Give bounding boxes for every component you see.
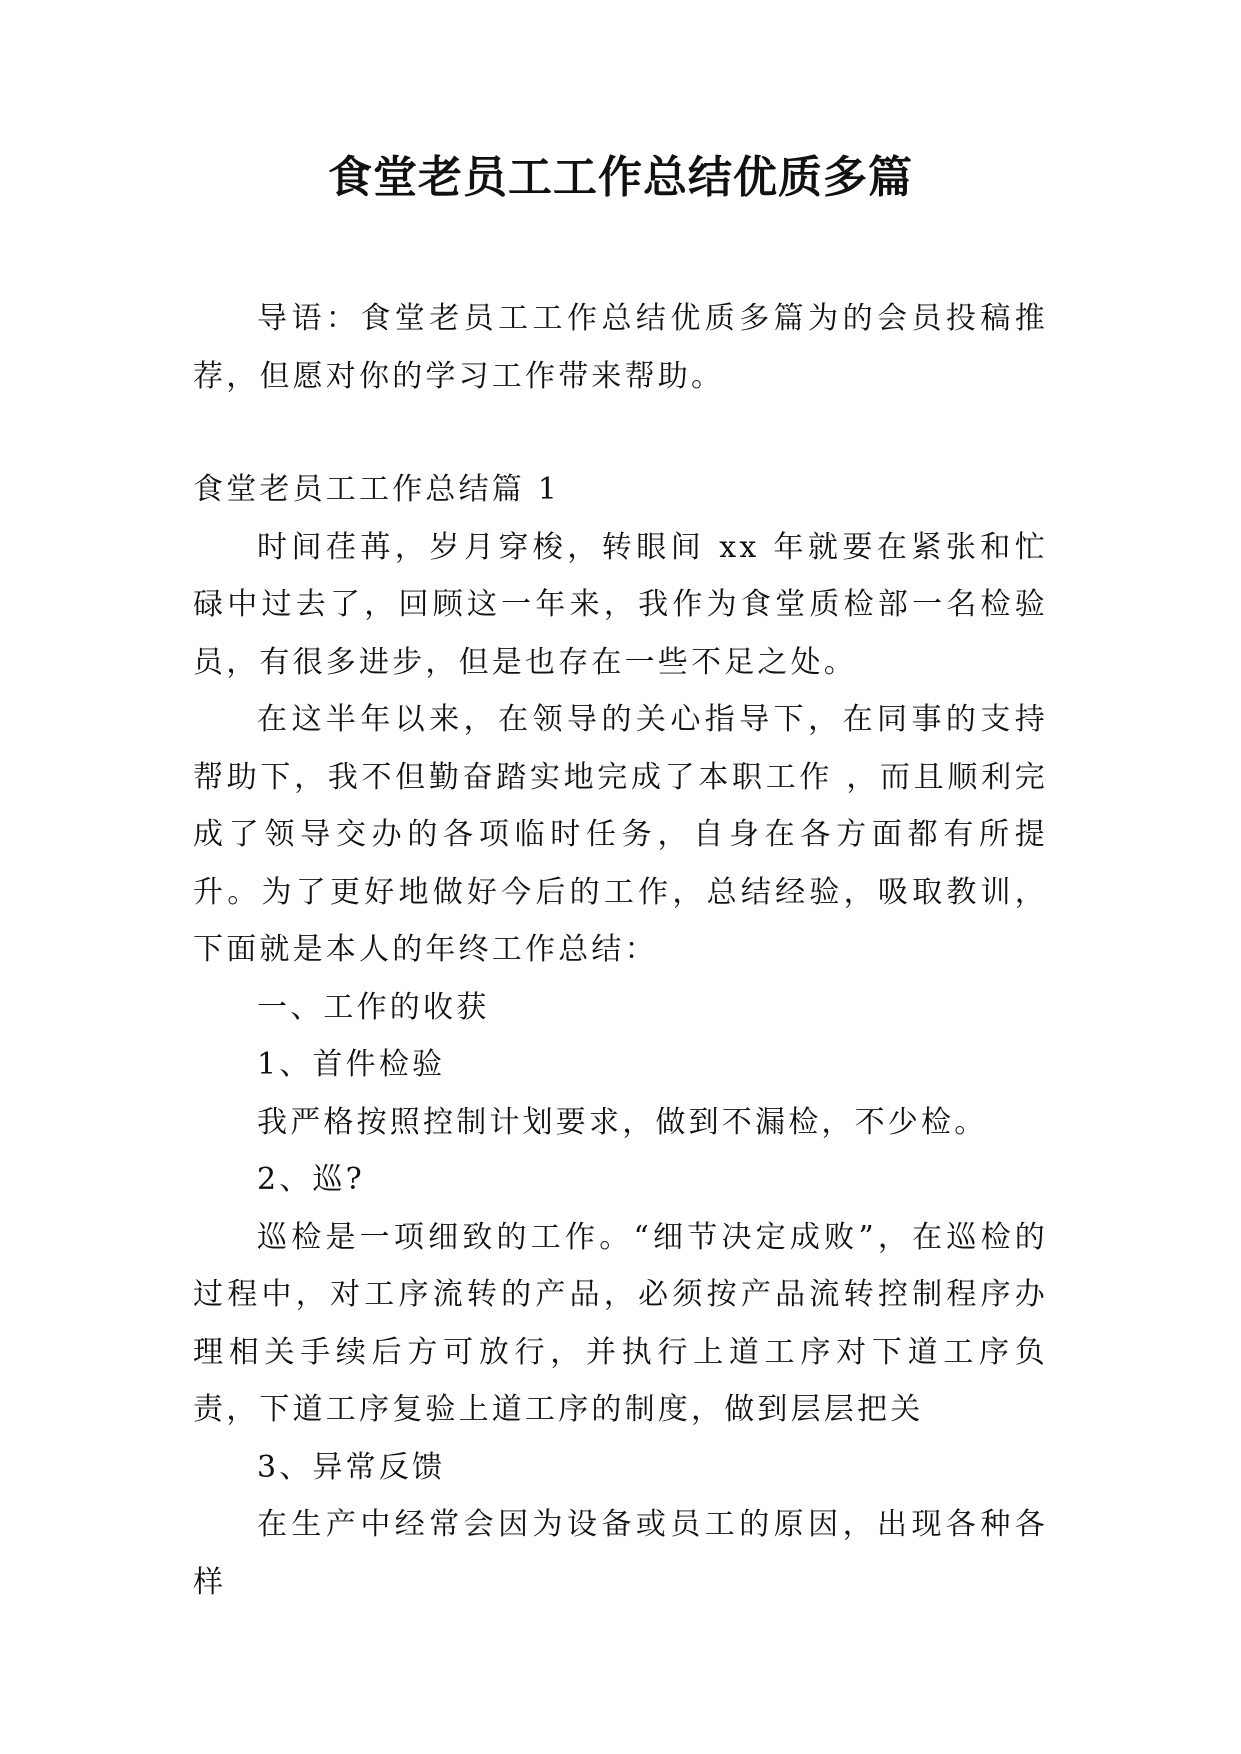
subheading-first-article-inspection: 1、首件检验 xyxy=(257,1047,446,1082)
subheading-work-gains: 一、工作的收获 xyxy=(257,989,490,1025)
subheading-patrol: 2、巡? xyxy=(257,1162,365,1197)
paragraph-first-article-inspection: 我严格按照控制计划要求，做到不漏检，不少检。 xyxy=(257,1104,988,1140)
paragraph-1: 时间荏苒，岁月穿梭，转眼间 xx 年就要在紧张和忙碌中过去了，回顾这一年来，我作为食堂质检部一名检验员，有很多进步，但是也存在一些不足之处。 xyxy=(193,529,1048,680)
document-body xyxy=(193,290,1048,1611)
document-title: 食堂老员工工作总结优质多篇 xyxy=(328,152,913,203)
paragraph-patrol-inspection: 巡检是一项细致的工作。“细节决定成败”，在巡检的过程中，对工序流转的产品，必须按产品流转控制程序办理相关手续后方可放行，并执行上道工序对下道工序负责，下道工序复验上道工序的制度，做到层层把关 xyxy=(193,1219,1048,1427)
paragraph-2: 在这半年以来，在领导的关心指导下，在同事的支持帮助下，我不但勤奋踏实地完成了本职工作 ，而且顺利完成了领导交办的各项临时任务，自身在各方面都有所提升。为了更好地做好今后的工作，总结经验，吸取教训，下面就是本人的年终工作总结： xyxy=(193,702,1048,967)
section-title: 食堂老员工工作总结篇 1 xyxy=(193,472,561,507)
subheading-abnormal-feedback: 3、异常反馈 xyxy=(257,1449,446,1485)
intro-paragraph: 导语：食堂老员工工作总结优质多篇为的会员投稿推荐，但愿对你的学习工作带来帮助。 xyxy=(193,301,1048,394)
paragraph-abnormal-feedback: 在生产中经常会因为设备或员工的原因，出现各种各样 xyxy=(193,1507,1048,1600)
